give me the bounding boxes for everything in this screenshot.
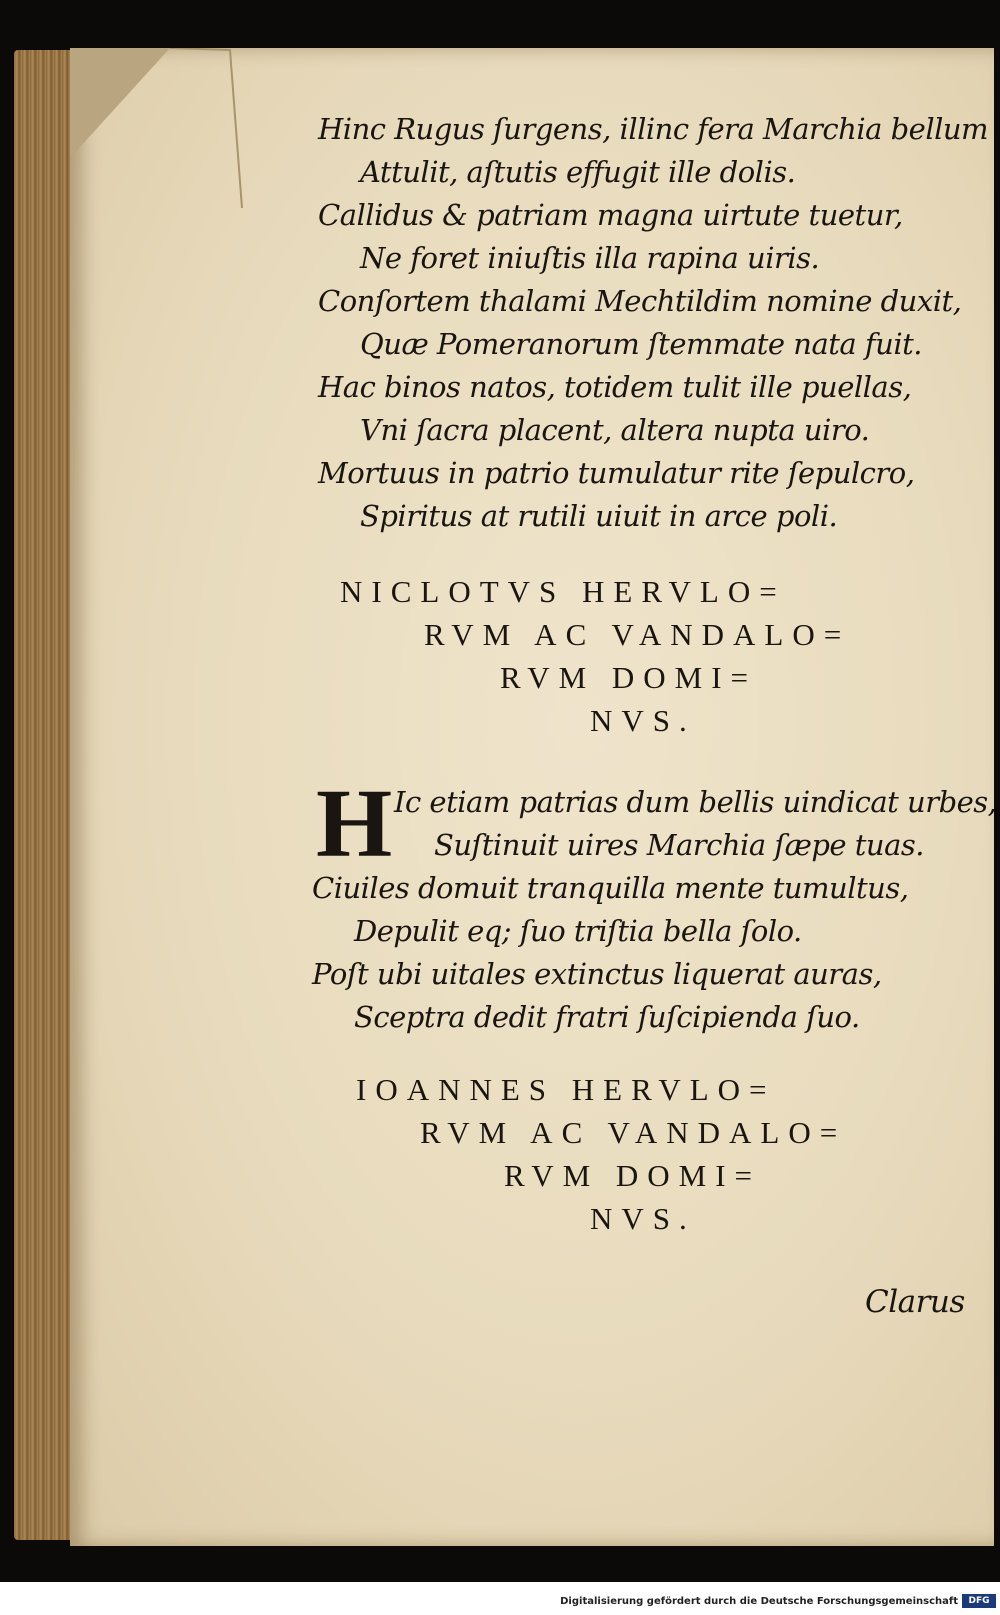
verse-line: Depulit eq; ſuo triſtia bella ſolo. bbox=[354, 914, 802, 948]
verse-line: Hac binos natos, totidem tulit ille puellas, bbox=[318, 370, 912, 404]
section-heading: IOANNES HERVLO= bbox=[356, 1072, 776, 1107]
section-heading: NICLOTVS HERVLO= bbox=[340, 574, 786, 609]
section-heading: NVS. bbox=[590, 703, 696, 738]
catchword: Clarus bbox=[865, 1284, 965, 1320]
verse-line: Ic etiam patrias dum bellis uindicat urbes, bbox=[394, 785, 997, 819]
digitization-credit: Digitalisierung gefördert durch die Deutsche Forschungsgemeinschaft bbox=[560, 1596, 958, 1607]
verse-line: Mortuus in patrio tumulatur rite ſepulcro, bbox=[318, 456, 915, 490]
verse-line: Hinc Rugus ſurgens, illinc fera Marchia bellum bbox=[318, 112, 989, 146]
verse-line: Conſortem thalami Mechtildim nomine duxit, bbox=[318, 284, 962, 318]
section-heading: NVS. bbox=[590, 1201, 696, 1236]
verse-line: Vni ſacra placent, altera nupta uiro. bbox=[360, 413, 870, 447]
verse-line: Poſt ubi uitales extinctus liquerat auras, bbox=[312, 957, 882, 991]
verse-line: Callidus & patriam magna uirtute tuetur, bbox=[318, 198, 903, 232]
section-heading: RVM AC VANDALO= bbox=[420, 1115, 847, 1150]
verse-line: Suſtinuit uires Marchia ſæpe tuas. bbox=[434, 828, 924, 862]
section-heading: RVM AC VANDALO= bbox=[424, 617, 851, 652]
verse-line: Attulit, aſtutis effugit ille dolis. bbox=[360, 155, 796, 189]
drop-cap: H bbox=[316, 770, 392, 878]
verse-line: Sceptra dedit fratri ſuſcipienda ſuo. bbox=[354, 1000, 860, 1034]
verse-line: Ciuiles domuit tranquilla mente tumultus, bbox=[312, 871, 909, 905]
dfg-logo: DFG bbox=[962, 1594, 996, 1608]
verse-line: Spiritus at rutili uiuit in arce poli. bbox=[360, 499, 838, 533]
verse-line: Ne foret iniuſtis illa rapina uiris. bbox=[360, 241, 820, 275]
section-heading: RVM DOMI= bbox=[500, 660, 758, 695]
section-heading: RVM DOMI= bbox=[504, 1158, 762, 1193]
verse-line: Quæ Pomeranorum ſtemmate nata fuit. bbox=[360, 327, 922, 361]
